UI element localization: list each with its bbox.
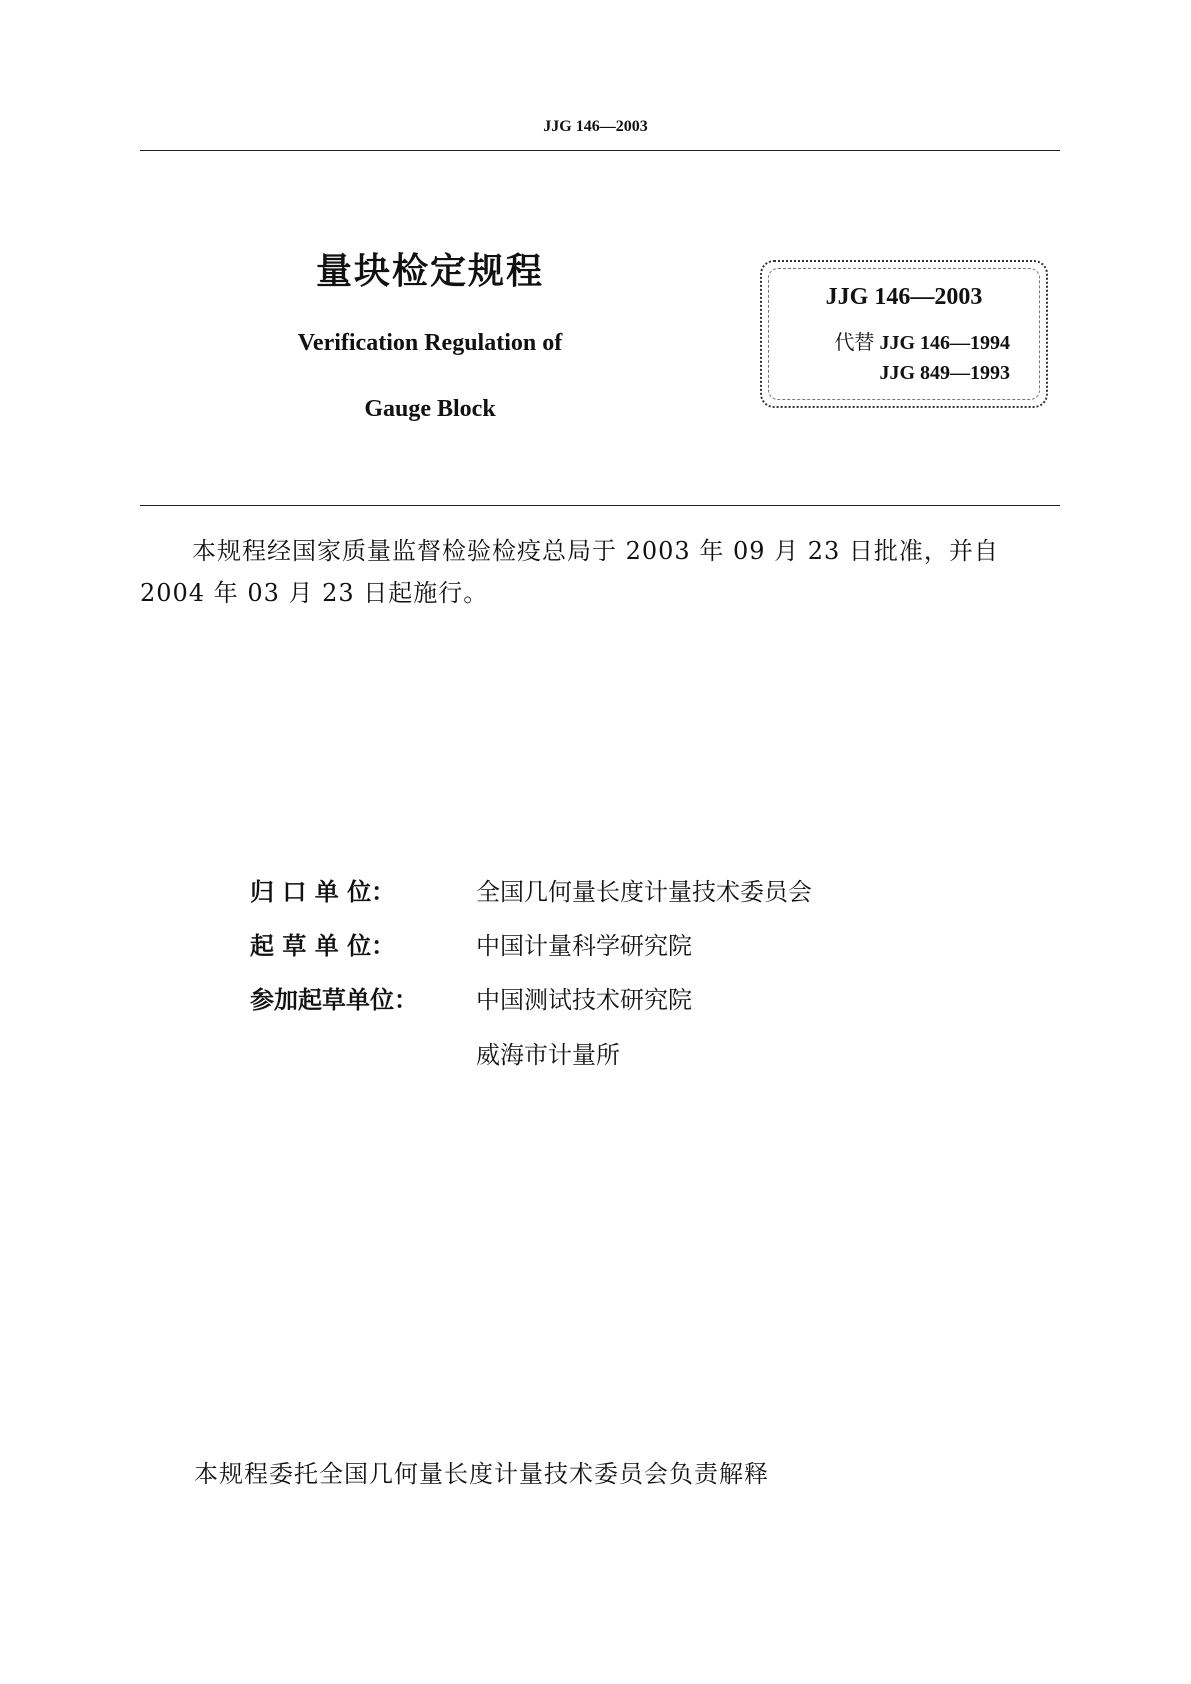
replaces-prefix: 代替 <box>834 330 875 354</box>
replaced-code-2: JJG 849—1993 <box>879 362 1010 384</box>
title-chinese: 量块检定规程 <box>315 251 544 292</box>
drafting-unit-label: 起 草 单 位： <box>250 932 396 960</box>
section-rule <box>140 505 1060 506</box>
responsible-unit-value: 全国几何量长度计量技术委员会 <box>476 878 812 906</box>
title-english-line2: Gauge Block <box>364 396 496 422</box>
approval-line-1 <box>140 530 1060 572</box>
approval-line-2: 2004 年 03 月 23 日起施行。 <box>140 579 489 607</box>
code-box-replaces-line2 <box>879 362 1010 385</box>
participating-unit-value-2: 威海市计量所 <box>476 1041 620 1069</box>
code-box-replaces-line1 <box>834 326 1010 355</box>
participating-unit-label: 参加起草单位： <box>250 986 418 1014</box>
interpretation-note: 本规程委托全国几何量长度计量技术委员会负责解释 <box>194 1460 769 1488</box>
header-standard-code: JJG 146—2003 <box>543 118 648 135</box>
standard-code-box <box>760 260 1048 408</box>
participating-unit-value-1: 中国测试技术研究院 <box>476 986 692 1014</box>
approval-line-1-text: 本规程经国家质量监督检验检疫总局于 2003 年 09 月 23 日批准，并自 <box>192 537 999 565</box>
approval-paragraph <box>140 530 1060 614</box>
title-english-line1: Verification Regulation of <box>297 330 563 356</box>
code-box-main-code: JJG 146—2003 <box>825 284 983 310</box>
replaced-code-1: JJG 146—1994 <box>879 332 1010 354</box>
header-rule <box>140 150 1060 151</box>
responsible-unit-label: 归 口 单 位： <box>250 878 396 906</box>
drafting-unit-value: 中国计量科学研究院 <box>476 932 692 960</box>
